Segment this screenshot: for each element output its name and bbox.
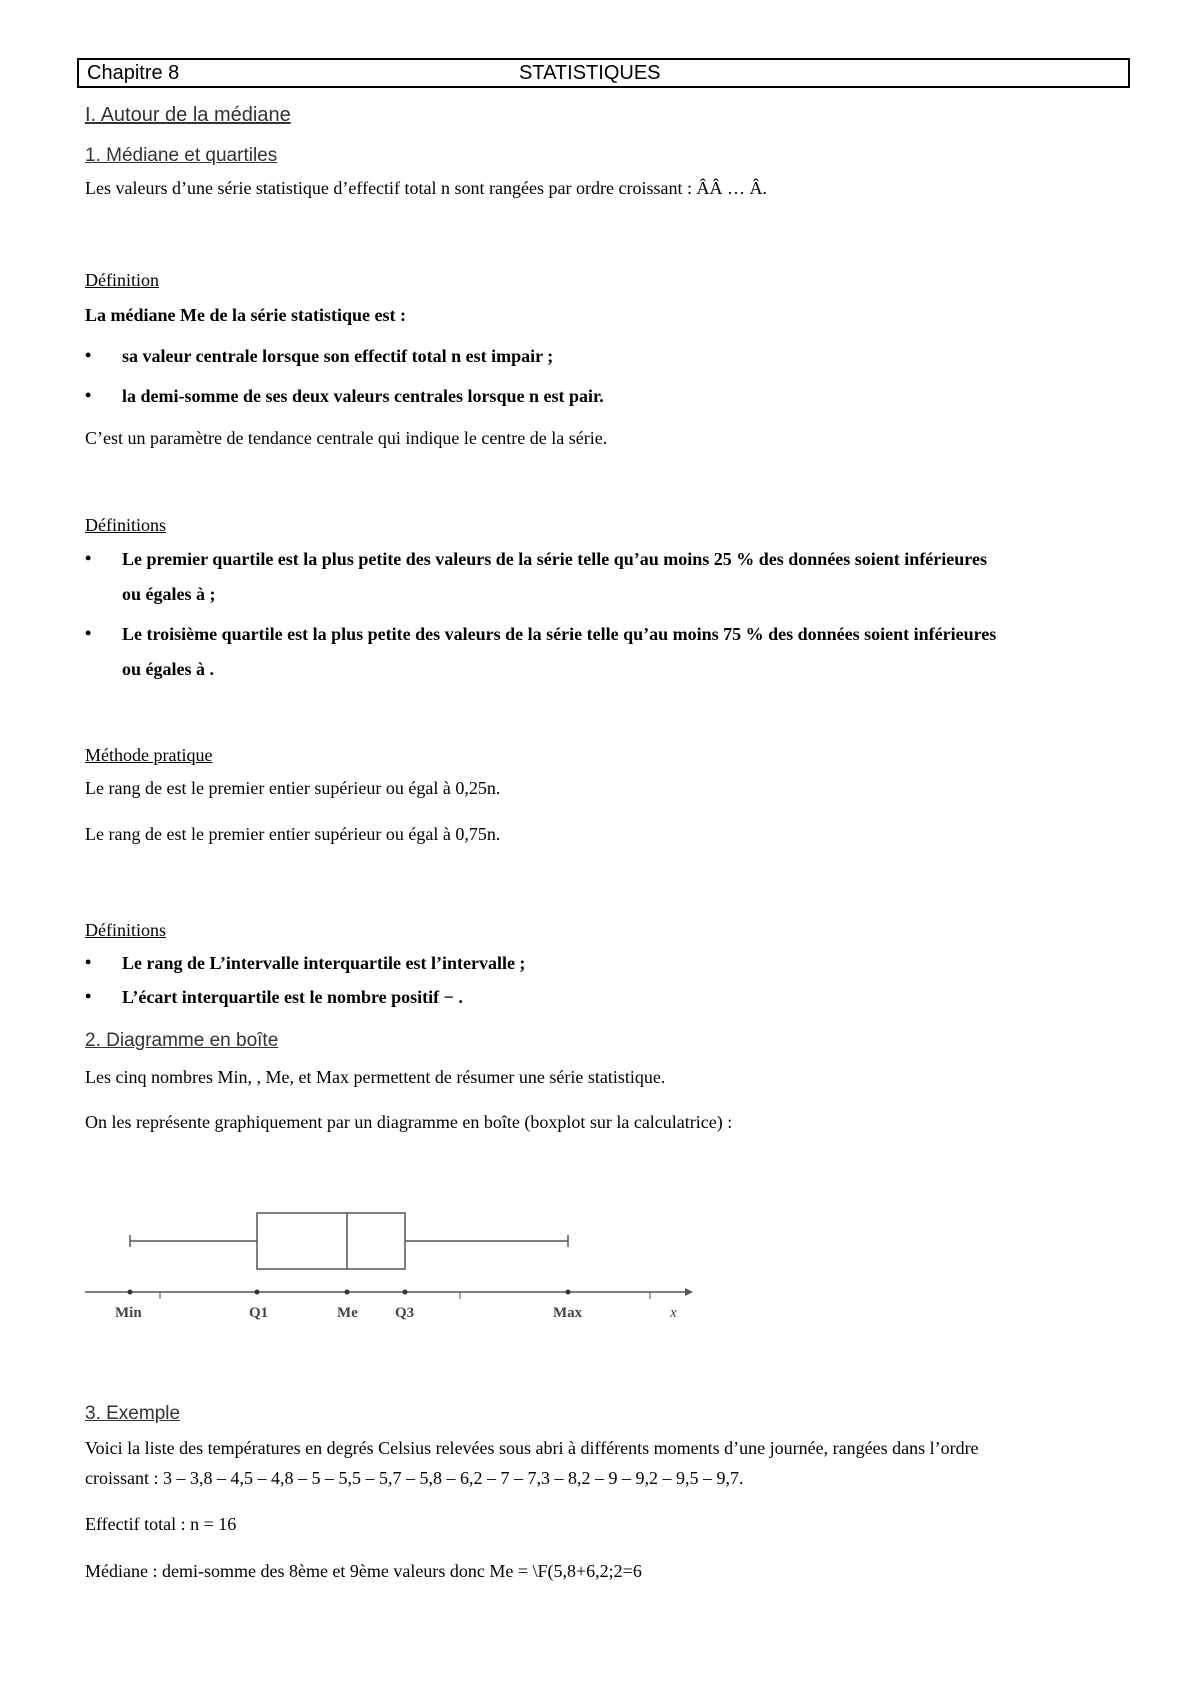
definitions-label: Définitions bbox=[85, 515, 166, 535]
bullet-icon: • bbox=[85, 345, 92, 365]
interquartile-definition: L’écart interquartile est le nombre positif − . bbox=[122, 987, 463, 1007]
bullet-icon: • bbox=[85, 952, 92, 972]
method-line: Le rang de est le premier entier supérieur ou égal à 0,75n. bbox=[85, 824, 501, 844]
chapter-header bbox=[77, 58, 1130, 88]
intro-text: Les valeurs d’une série statistique d’effectif total n sont rangées par ordre croissant : ÂÂ … Â. bbox=[85, 178, 767, 198]
bullet-icon: • bbox=[85, 548, 92, 568]
example-text: Voici la liste des températures en degrés Celsius relevées sous abri à différents moments d’une journée, rangées dans l’ordre bbox=[85, 1438, 979, 1458]
q1-point bbox=[255, 1290, 260, 1295]
subsection-heading: 3. Exemple bbox=[85, 1403, 181, 1424]
method-line: Le rang de est le premier entier supérieur ou égal à 0,25n. bbox=[85, 778, 501, 798]
me-point bbox=[345, 1290, 350, 1295]
quartile-definition-cont: ou égales à ; bbox=[122, 584, 216, 604]
definitions-label: Définitions bbox=[85, 920, 166, 940]
effectif-total: Effectif total : n = 16 bbox=[85, 1514, 237, 1534]
axis-arrow-icon bbox=[685, 1288, 693, 1296]
quartile-definition: Le premier quartile est la plus petite des valeurs de la série telle qu’au moins 25 % des données soient inférieures bbox=[122, 549, 987, 569]
axis-label-q3: Q3 bbox=[395, 1305, 415, 1321]
definition-label: Définition bbox=[85, 270, 159, 290]
chapter-title: STATISTIQUES bbox=[519, 62, 661, 84]
definition-note: C’est un paramètre de tendance centrale qui indique le centre de la série. bbox=[85, 428, 608, 448]
interquartile-definition: Le rang de L’intervalle interquartile est l’intervalle ; bbox=[122, 953, 526, 973]
subsection-heading: 2. Diagramme en boîte bbox=[85, 1030, 279, 1051]
section-heading: I. Autour de la médiane bbox=[85, 104, 291, 126]
definition-title: La médiane Me de la série statistique est : bbox=[85, 305, 406, 325]
example-text: croissant : 3 – 3,8 – 4,5 – 4,8 – 5 – 5,5 – 5,7 – 5,8 – 6,2 – 7 – 7,3 – 8,2 – 9 – 9,2 – 9,5 – 9,7. bbox=[85, 1468, 744, 1488]
boxplot-intro: On les représente graphiquement par un diagramme en boîte (boxplot sur la calculatrice) : bbox=[85, 1112, 733, 1132]
bullet-icon: • bbox=[85, 986, 92, 1006]
axis-label-max: Max bbox=[553, 1305, 583, 1321]
quartile-definition: Le troisième quartile est la plus petite des valeurs de la série telle qu’au moins 75 % des données soient inférieures bbox=[122, 624, 997, 644]
min-point bbox=[128, 1290, 133, 1295]
boxplot-intro: Les cinq nombres Min, , Me, et Max permettent de résumer une série statistique. bbox=[85, 1067, 666, 1087]
max-point bbox=[566, 1290, 571, 1295]
definition-item: la demi-somme de ses deux valeurs centrales lorsque n est pair. bbox=[122, 386, 604, 406]
box bbox=[257, 1213, 405, 1269]
chapter-number: Chapitre 8 bbox=[87, 62, 180, 84]
bullet-icon: • bbox=[85, 385, 92, 405]
axis-label-x: x bbox=[670, 1305, 677, 1321]
bullet-icon: • bbox=[85, 623, 92, 643]
definition-item: sa valeur centrale lorsque son effectif total n est impair ; bbox=[122, 346, 554, 366]
axis-label-q1: Q1 bbox=[249, 1305, 269, 1321]
axis-label-min: Min bbox=[115, 1305, 142, 1321]
quartile-definition-cont: ou égales à . bbox=[122, 659, 214, 679]
method-label: Méthode pratique bbox=[85, 745, 213, 765]
subsection-heading: 1. Médiane et quartiles bbox=[85, 145, 278, 166]
q3-point bbox=[403, 1290, 408, 1295]
axis-label-me: Me bbox=[337, 1305, 358, 1321]
mediane-result: Médiane : demi-somme des 8ème et 9ème valeurs donc Me = \F(5,8+6,2;2=6 bbox=[85, 1561, 642, 1581]
boxplot-diagram bbox=[85, 1195, 700, 1325]
